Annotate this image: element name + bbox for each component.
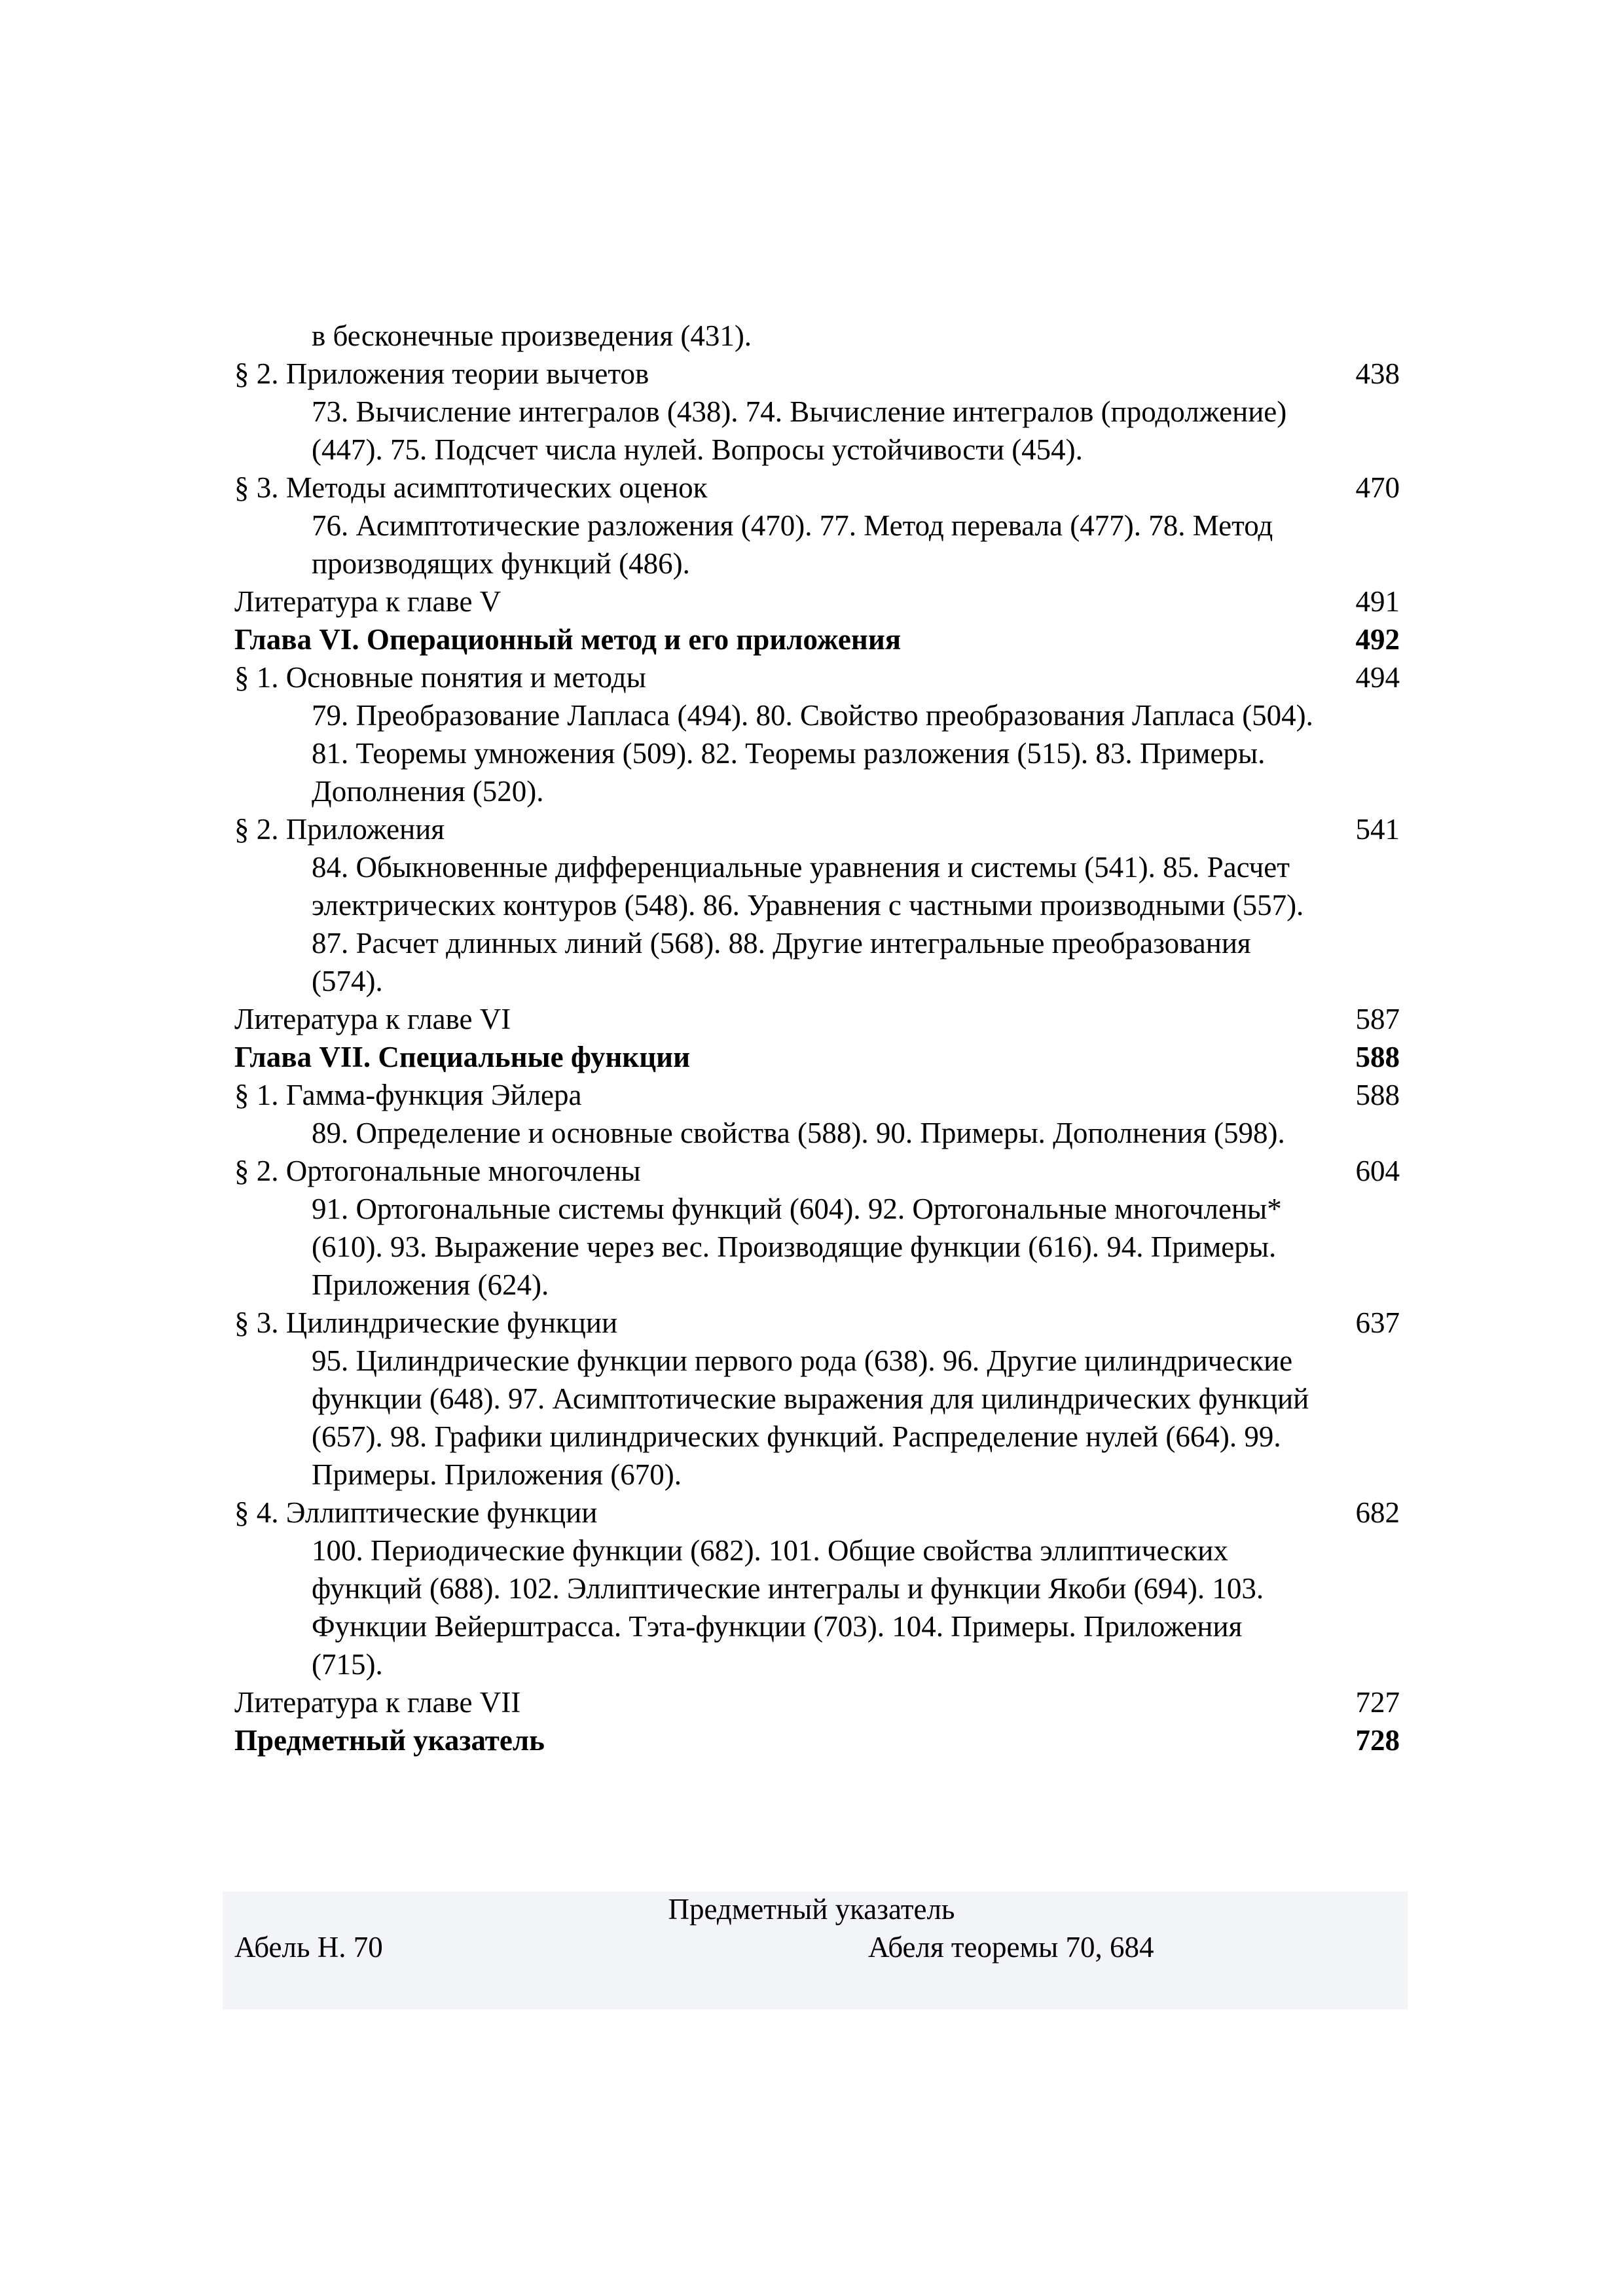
toc-description: 73. Вычисление интегралов (438). 74. Вычисление интегралов (продолжение) (447). 75. Подсчет числа нулей. Вопросы устойчивости (454). (312, 395, 1287, 466)
toc-entry-page: 541 (1355, 813, 1400, 846)
toc-entry[interactable] (234, 658, 1400, 696)
toc-description: 91. Ортогональные системы функций (604). 92. Ортогональные многочлены* (610). 93. Выражение через вес. Производящие функции (616). 94. Примеры. Приложения (624). (312, 1193, 1282, 1301)
toc-entry[interactable] (234, 810, 1400, 848)
toc-entry[interactable] (234, 1152, 1400, 1190)
toc-description: 84. Обыкновенные дифференциальные уравнения и системы (541). 85. Расчет электрических контуров (548). 86. Уравнения с частными производными (557). 87. Расчет длинных линий (568). 88. Другие интегральные преобразования (574). (312, 851, 1304, 997)
toc-entry-title: Литература к главе V (234, 585, 501, 618)
toc-entry-title: § 4. Эллиптические функции (234, 1496, 598, 1529)
toc-entry-title: § 2. Приложения (234, 813, 445, 846)
toc-entry[interactable] (234, 1000, 1400, 1038)
toc-chapter-title: Глава VI. Операционный метод и его приложения (234, 623, 902, 656)
toc-entry-title: § 1. Гамма-функция Эйлера (234, 1079, 582, 1111)
toc-chapter-title: Предметный указатель (234, 1724, 545, 1757)
toc-description: 100. Периодические функции (682). 101. Общие свойства эллиптических функций (688). 102. Эллиптические интегралы и функции Якоби (694). 103. Функции Вейерштрасса. Тэта-функции (703). 104. Примеры. Приложения (715). (312, 1534, 1264, 1681)
toc-entry-page: 637 (1355, 1306, 1400, 1339)
toc-entry-title: § 2. Приложения теории вычетов (234, 357, 649, 390)
toc-entry-title: § 3. Методы асимптотических оценок (234, 471, 708, 504)
toc-description: 89. Определение и основные свойства (588). 90. Примеры. Дополнения (598). (312, 1117, 1285, 1149)
toc-entry-page: 587 (1355, 1003, 1400, 1035)
toc-chapter-page: 492 (1355, 623, 1400, 656)
toc-entry-page: 494 (1355, 661, 1400, 694)
toc-entry[interactable] (234, 1683, 1400, 1721)
index-entry: Абель Н. 70 (234, 1931, 383, 1964)
toc-entry[interactable] (234, 1304, 1400, 1342)
toc-description: 95. Цилиндрические функции первого рода (638). 96. Другие цилиндрические функции (648). 97. Асимптотические выражения для цилиндрических функций (657). 98. Графики цилиндрических функций. Распределение нулей (664). 99. Примеры. Приложения (670). (312, 1344, 1309, 1491)
toc-entry-title: § 1. Основные понятия и методы (234, 661, 646, 694)
toc-entry[interactable] (234, 583, 1400, 620)
toc-entry[interactable] (234, 1076, 1400, 1114)
toc-entry-page: 491 (1355, 585, 1400, 618)
index-entry: Абеля теоремы 70, 684 (868, 1931, 1154, 1964)
toc-entry-page: 604 (1355, 1155, 1400, 1187)
toc-entry-page: 438 (1355, 357, 1400, 390)
toc-chapter-title: Глава VII. Специальные функции (234, 1041, 691, 1073)
table-of-contents (234, 317, 1400, 1759)
toc-chapter-page: 588 (1355, 1041, 1400, 1073)
toc-entry[interactable] (234, 1494, 1400, 1532)
toc-description: 76. Асимптотические разложения (470). 77. Метод перевала (477). 78. Метод производящих функций (486). (312, 509, 1273, 580)
toc-entry-page: 727 (1355, 1686, 1400, 1719)
toc-chapter[interactable] (234, 1721, 1400, 1759)
toc-entry-page: 588 (1355, 1079, 1400, 1111)
toc-entry-title: Литература к главе VI (234, 1003, 511, 1035)
toc-entry[interactable] (234, 469, 1400, 507)
toc-description: 79. Преобразование Лапласа (494). 80. Свойство преобразования Лапласа (504). 81. Теоремы умножения (509). 82. Теоремы разложения (515). 83. Примеры. Дополнения (520). (312, 699, 1313, 808)
toc-chapter-page: 728 (1355, 1724, 1400, 1757)
toc-entry-title: § 2. Ортогональные многочлены (234, 1155, 641, 1187)
toc-entry-page: 682 (1355, 1496, 1400, 1529)
toc-entry[interactable] (234, 355, 1400, 393)
toc-entry-title: Литература к главе VII (234, 1686, 521, 1719)
toc-entry-page: 470 (1355, 471, 1400, 504)
toc-chapter[interactable] (234, 620, 1400, 658)
toc-description: в бесконечные произведения (431). (312, 319, 752, 352)
toc-entry-title: § 3. Цилиндрические функции (234, 1306, 618, 1339)
index-title: Предметный указатель (668, 1893, 955, 1926)
toc-chapter[interactable] (234, 1038, 1400, 1076)
